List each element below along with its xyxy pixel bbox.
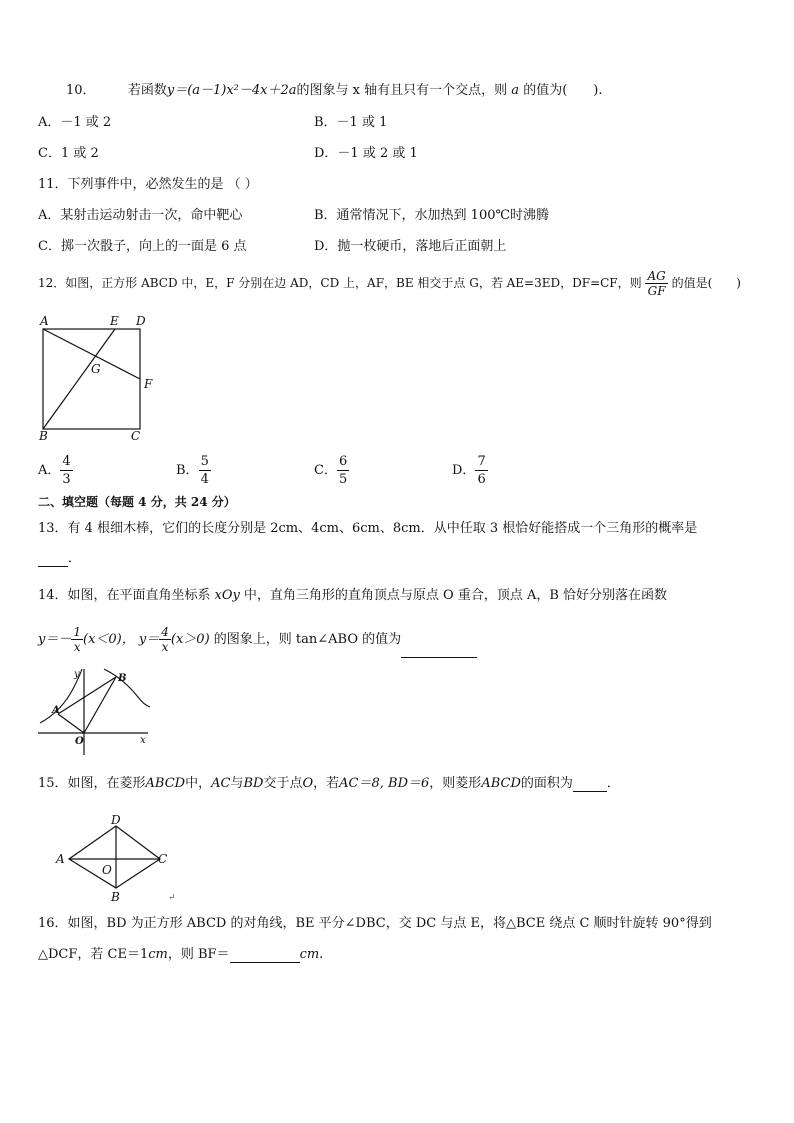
- label-c: C: [158, 852, 168, 866]
- q15-rhombus-figure: [54, 812, 184, 904]
- label-o: O: [102, 863, 112, 877]
- q12-option-d: D． $\frac{7}{6}$: [452, 454, 486, 487]
- curve-right: [104, 669, 150, 707]
- q14-line1: 14．如图，在平面直角坐标系 xOy 中，直角三角形的直角顶点与原点 O 重合，顶点 A，B 恰好分别落在函数: [38, 588, 668, 603]
- label-d: D: [136, 314, 146, 328]
- label-a: A: [52, 705, 60, 716]
- q14-blank[interactable]: [401, 637, 477, 658]
- label-g: G: [91, 362, 101, 376]
- segment-be: [43, 329, 115, 429]
- segment-ob: [84, 677, 116, 733]
- q15-stem: 15．如图，在菱形ABCD中，AC与BD交于点O，若AC＝8, BD＝6，则菱形ABCD的面积为 ．: [38, 776, 620, 791]
- q16-line1: 16．如图，BD 为正方形 ABCD 的对角线，BE 平分∠DBC，交 DC 与点 E，将△BCE 绕点 C 顺时针旋转 90°得到: [38, 916, 712, 931]
- q12-square-figure: [34, 312, 164, 442]
- label-b: B: [39, 429, 48, 443]
- q10-option-c: C．1 或 2: [38, 146, 99, 161]
- label-b: B: [111, 890, 120, 904]
- q15-blank[interactable]: [573, 777, 607, 792]
- rhombus-abcd: [69, 826, 160, 888]
- label-a: A: [56, 852, 65, 866]
- q12-option-a: A． $\frac{4}{3}$: [38, 454, 71, 487]
- q12-option-b: B． $\frac{5}{4}$: [176, 454, 209, 487]
- q10-option-b: B．－1 或 1: [314, 115, 388, 130]
- label-a: A: [40, 314, 49, 328]
- label-b: B: [118, 673, 127, 684]
- q11-option-c: C．掷一次骰子，向上的一面是 6 点: [38, 239, 247, 254]
- q12-option-c: C． $\frac{6}{5}$: [314, 454, 348, 487]
- label-f: F: [144, 377, 153, 391]
- segment-oa: [58, 714, 84, 733]
- q11-option-a: A．某射击运动射击一次，命中靶心: [38, 208, 243, 223]
- q10-formula: y＝(a－1)x²－4x＋2a: [166, 83, 297, 98]
- section-title: 二、填空题（每题 4 分，共 24 分）: [38, 495, 236, 509]
- q13-stem: 13．有 4 根细木棒，它们的长度分别是 2cm、4cm、6cm、8cm．从中任取 3 根恰好能搭成一个三角形的概率是: [38, 521, 698, 536]
- q16-line2: △DCF，若 CE＝1cm，则 BF＝ cm.: [38, 947, 324, 962]
- q12-stem: 12．如图，正方形 ABCD 中，E，F 分别在边 AD，CD 上，AF，BE 相交于点 G，若 AE=3ED，DF=CF，则 $\frac{AG}{GF}$ 的值是( ): [38, 269, 741, 298]
- q11-stem: 11．下列事件中，必然发生的是 （ ）: [38, 177, 258, 192]
- q14-coordinate-figure: [34, 665, 154, 760]
- q10-option-a: A．－1 或 2: [38, 115, 112, 130]
- q10-option-d: D．－1 或 2 或 1: [314, 146, 418, 161]
- q11-option-d: D．抛一枚硬币，落地后正面朝上: [314, 239, 507, 254]
- q16-blank[interactable]: [230, 948, 300, 963]
- q12-fraction: $\frac{AG}{GF}$: [647, 269, 666, 298]
- square-abcd: [43, 329, 140, 429]
- return-mark: ↵: [168, 893, 176, 903]
- label-e: E: [110, 314, 119, 328]
- q13-blank[interactable]: [38, 552, 68, 567]
- q10-stem: 10． 若函数y＝(a－1)x²－4x＋2a的图象与 x 轴有且只有一个交点，则 a 的值为( ).: [66, 83, 603, 98]
- q13-answer-line: ．: [38, 551, 81, 567]
- q11-option-b: B．通常情况下，水加热到 100℃时沸腾: [314, 208, 550, 223]
- q10-number: 10．: [66, 83, 96, 98]
- label-x: x: [140, 735, 146, 746]
- label-o: O: [75, 736, 84, 747]
- label-c: C: [131, 429, 141, 443]
- label-y: y: [74, 669, 80, 680]
- segment-ab: [58, 677, 116, 714]
- q14-line2: y＝－ $\frac{1}{x}$ (x＜0)， y＝ $\frac{4}{x}$ (x＞0) 的图象上，则 tan∠ABO 的值为: [38, 622, 477, 658]
- label-d: D: [111, 813, 121, 827]
